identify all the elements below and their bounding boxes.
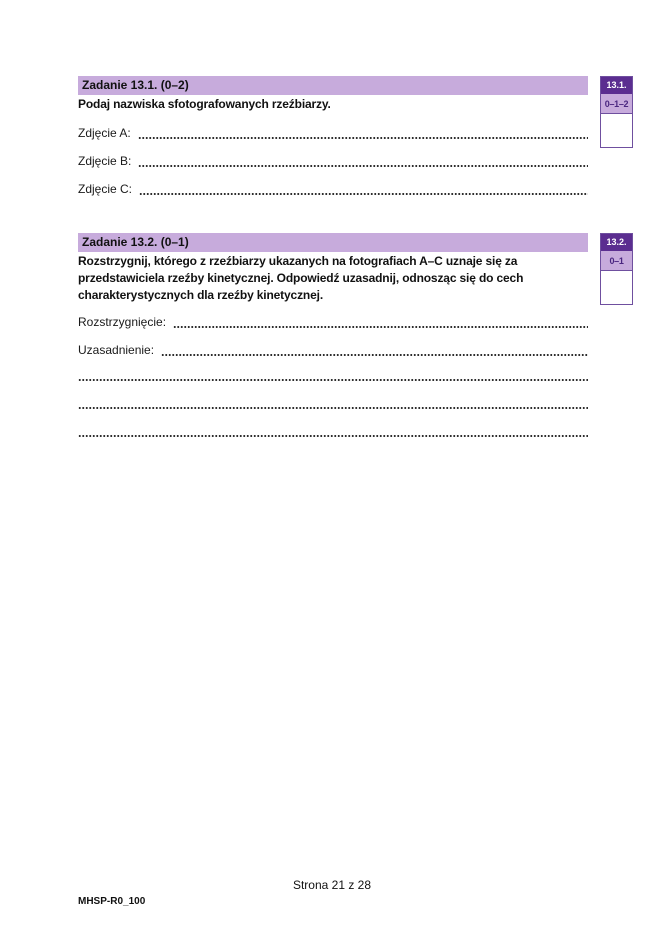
answer-label: Rozstrzygnięcie: xyxy=(78,315,167,329)
task-instruction: Rozstrzygnij, którego z rzeźbiarzy ukazanych na fotografiach A–C uznaje się za przedstawiciela rzeźby kinetycznej. Odpowiedź uzasadnij, odnosząc się do cech charakterystycznych dla rzeźby kinetycznej. xyxy=(78,254,524,302)
document-code: MHSP-R0_100 xyxy=(78,896,146,907)
answer-label: Uzasadnienie: xyxy=(78,343,155,357)
score-box-task-id: 13.1. xyxy=(601,77,632,94)
answer-row xyxy=(78,125,588,141)
task-instruction: Podaj nazwiska sfotografowanych rzeźbiarzy. xyxy=(78,97,331,111)
score-box-entry-cell xyxy=(601,114,632,147)
answer-row xyxy=(78,153,588,169)
answer-label: Zdjęcie C: xyxy=(78,182,133,196)
dotted-answer-line xyxy=(78,378,588,382)
score-box-entry-cell xyxy=(601,271,632,304)
score-box-task-id: 13.2. xyxy=(601,234,632,251)
dotted-answer-line xyxy=(78,406,588,410)
dotted-answer-line xyxy=(139,192,588,196)
score-box-scale: 0–1–2 xyxy=(601,94,632,114)
score-box xyxy=(600,76,633,148)
dotted-answer-line xyxy=(78,434,588,438)
answer-row xyxy=(78,314,588,330)
answer-label: Zdjęcie A: xyxy=(78,126,131,140)
dotted-answer-line xyxy=(138,136,588,140)
dotted-answer-line xyxy=(161,353,588,357)
task-header: Zadanie 13.2. (0–1) xyxy=(78,233,588,252)
dotted-answer-line xyxy=(138,164,588,168)
answer-row xyxy=(78,181,588,197)
page-number: Strona 21 z 28 xyxy=(292,878,372,892)
score-box xyxy=(600,233,633,305)
task-header: Zadanie 13.1. (0–2) xyxy=(78,76,588,95)
answer-label: Zdjęcie B: xyxy=(78,154,132,168)
task-13-2-section xyxy=(78,233,588,438)
answer-row xyxy=(78,342,588,358)
task-13-1-section xyxy=(78,76,588,197)
score-box-scale: 0–1 xyxy=(601,251,632,271)
dotted-answer-line xyxy=(173,325,588,329)
